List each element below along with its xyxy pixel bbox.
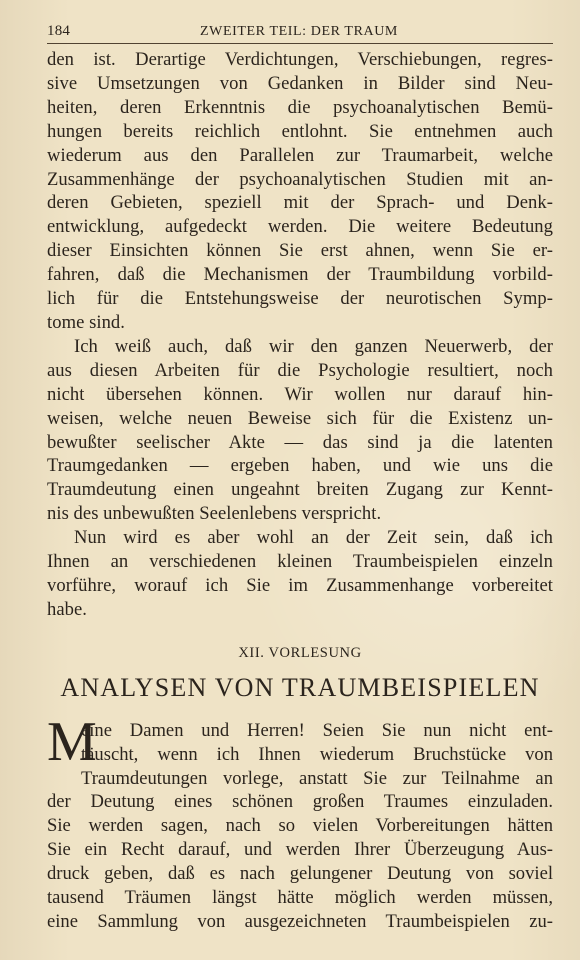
paragraph-1-line: hungen bereits reichlich entlohnt. Sie entnehmen auch (47, 120, 553, 142)
body-text (47, 48, 553, 622)
paragraph-2-line: aus diesen Arbeiten für die Psychologie resultiert, noch (47, 359, 553, 381)
paragraph-1-line: lich für die Entstehungsweise der neurotischen Symp- (47, 288, 553, 310)
paragraph-2-line: Traumdeutung einen ungeahnt breiten Zugang zur Kennt- (47, 479, 553, 501)
paragraph-1 (47, 48, 553, 335)
paragraph-1-line: den ist. Derartige Verdichtungen, Verschiebungen, regres- (47, 49, 553, 70)
opening-line: täuscht, wenn ich Ihnen wiederum Bruchstücke von (81, 743, 553, 765)
paragraph-3-line: Ihnen an verschiedenen kleinen Traumbeispielen einzeln (47, 551, 553, 573)
opening-line: Traumdeutungen vorlege, anstatt Sie zur Teilnahme an (81, 767, 553, 789)
paragraph-1-line: wiederum aus den Parallelen zur Traumarbeit, welche (47, 144, 553, 166)
opening-line: eine Sammlung von ausgezeichneten Traumbeispielen zu- (47, 911, 553, 932)
paragraph-3 (47, 526, 553, 622)
paragraph-2-line: Ich weiß auch, daß wir den ganzen Neuerwerb, der (74, 335, 553, 357)
opening-line: eine Damen und Herren! Seien Sie nun nicht ent- (81, 719, 553, 741)
paragraph-2-line: bewußter seelischer Akte — das sind ja die latenten (47, 431, 553, 453)
chapter-title: ANALYSEN VON TRAUMBEISPIELEN (60, 672, 540, 702)
paragraph-1-line: sive Umsetzungen von Gedanken in Bilder sind Neu- (47, 72, 553, 94)
dropcap-letter: M (47, 710, 97, 773)
paragraph-1-line: dieser Einsichten können Sie erst ahnen, wenn Sie er- (47, 240, 553, 262)
opening-line: Sie werden sagen, nach so vielen Vorbereitungen hätten (47, 815, 553, 837)
paragraph-3-line: vorführe, worauf ich Sie im Zusammenhange vorbereitet (47, 574, 553, 596)
paragraph-3-line: habe. (47, 598, 87, 620)
page-header (47, 20, 553, 44)
opening-line: druck geben, daß es nach gelungener Deutung von soviel (47, 863, 553, 885)
paragraph-1-line: fahren, daß die Mechanismen der Traumbildung vorbild- (47, 264, 553, 286)
paragraph-1-line: Zusammenhänge der psychoanalytischen Studien mit an- (47, 168, 553, 190)
opening-line: der Deutung eines schönen großen Traumes einzuladen. (47, 791, 553, 813)
chapter-label: XII. VORLESUNG (238, 644, 362, 661)
paragraph-2-line: Traumgedanken — ergeben haben, und wie uns die (47, 455, 553, 477)
paragraph-1-line: heiten, deren Erkenntnis die psychoanalytischen Bemü- (47, 96, 553, 118)
opening-paragraph (47, 710, 553, 934)
paragraph-1-line: deren Gebieten, speziell mit der Sprach- und Denk- (47, 192, 553, 214)
running-title: ZWEITER TEIL: DER TRAUM (200, 24, 398, 39)
paragraph-2-line: weisen, welche neuen Beweise sich für die Existenz un- (47, 407, 553, 429)
opening-line: tausend Träumen längst hätte möglich werden müssen, (47, 887, 553, 909)
paragraph-1-line: tome sind. (47, 311, 125, 333)
paragraph-2-line: nicht übersehen können. Wir wollen nur darauf hin- (47, 383, 553, 405)
paragraph-1-line: entwicklung, aufgedeckt werden. Die weitere Bedeutung (47, 216, 553, 238)
page-number: 184 (47, 23, 71, 39)
paragraph-2-line: nis des unbewußten Seelenlebens verspricht. (47, 503, 382, 525)
paragraph-2 (47, 335, 553, 526)
paragraph-3-line: Nun wird es aber wohl an der Zeit sein, daß ich (74, 527, 553, 549)
opening-line: Sie ein Recht darauf, und werden Ihrer Überzeugung Aus- (47, 839, 553, 861)
